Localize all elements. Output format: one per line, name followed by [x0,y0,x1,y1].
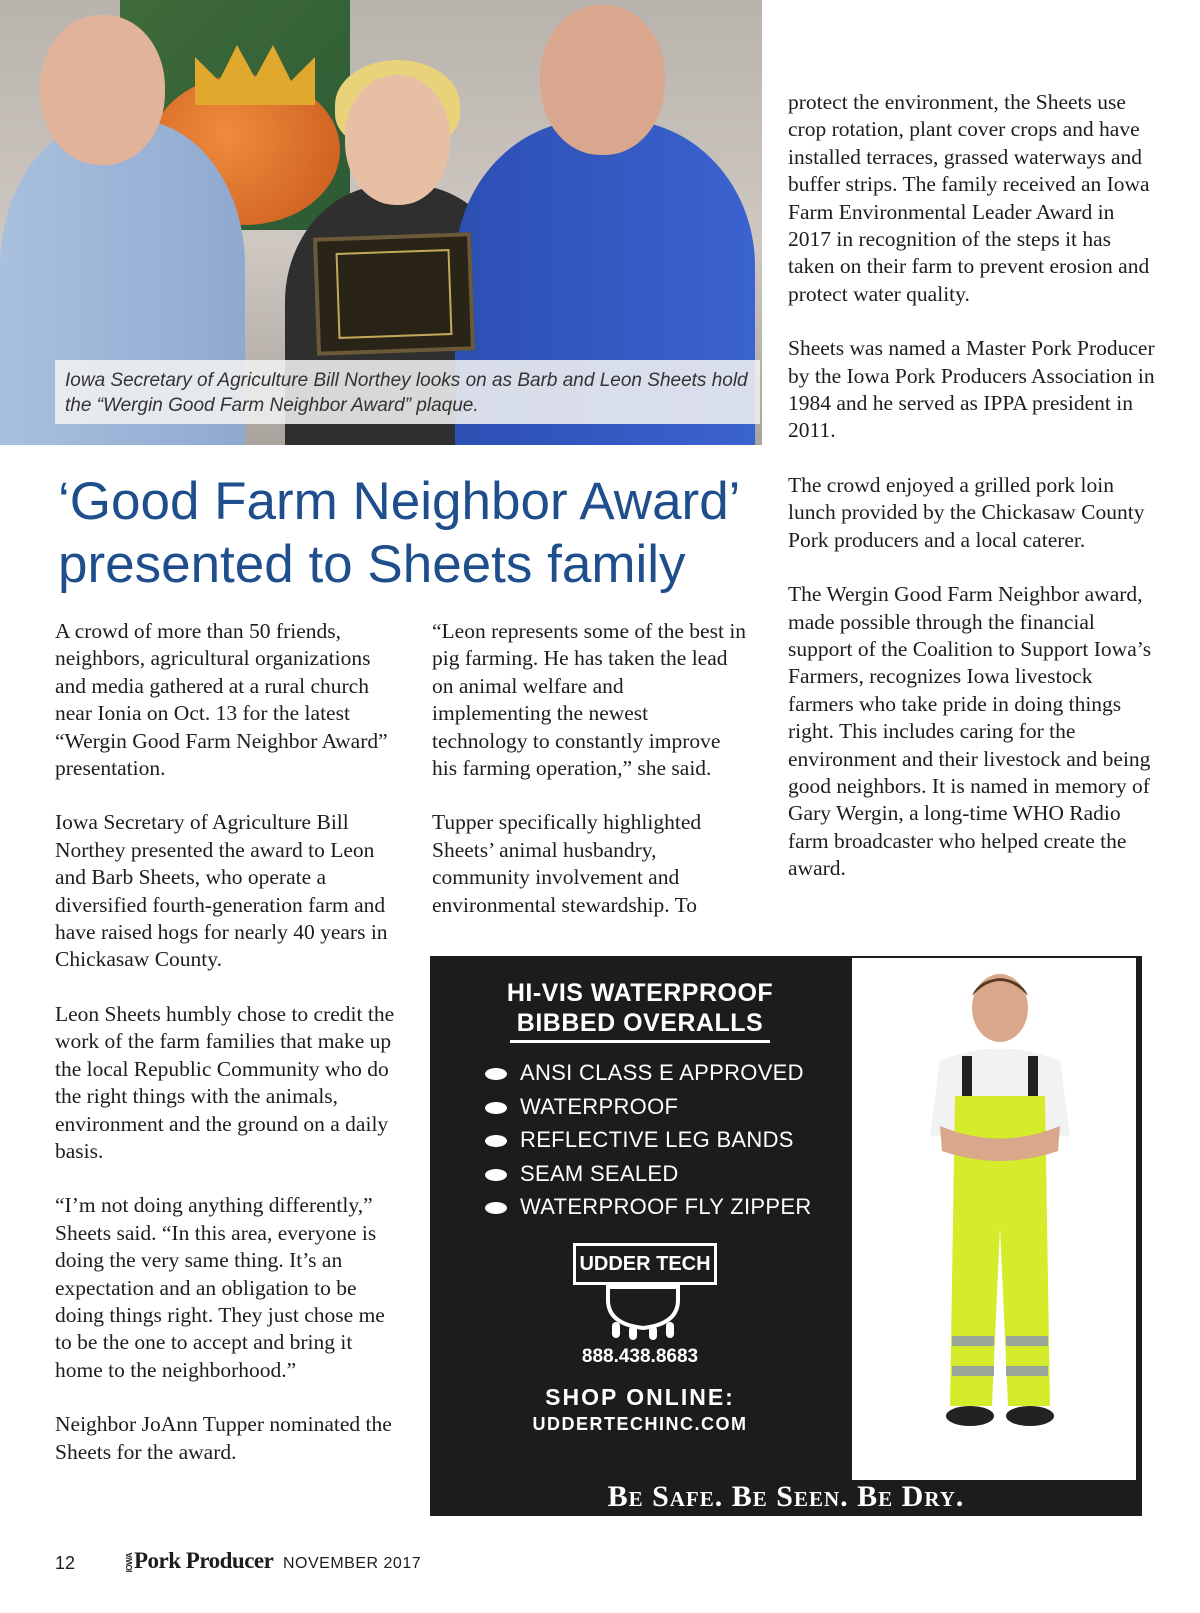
ad-feature-item [485,1190,812,1224]
model-wearing-overalls [900,966,1100,1466]
paragraph: The Wergin Good Farm Neighbor award, made possible through the financial support of the Coalition to Support Iowa’s Farmers, recognizes Iowa livestock farmers who take pride in doing things right. This includes caring for the environment and their livestock and being good neighbors. It is named in memory of Gary Wergin, a long-time WHO Radio farm broadcaster who helped create the award. [788,582,1152,881]
issue-date: NOVEMBER 2017 [283,1555,422,1572]
brand-logo: UDDER TECH [573,1243,717,1285]
udder-icon [598,1282,688,1342]
article-headline: ‘Good Farm Neighbor Award’ presented to Sheets family [58,472,739,594]
page-footer [55,1548,755,1578]
article-column-2 [432,618,747,946]
ad-feature-item [485,1056,812,1090]
ad-feature-label: SEAM SEALED [520,1160,679,1186]
paragraph: protect the environment, the Sheets use crop rotation, plant cover crops and have installed terraces, grassed waterways and buffer strips. The family received an Iowa Farm Environmental Leader Award in 2017 in recognition of the steps it has taken on their farm to prevent erosion and protect water quality. [788,90,1150,306]
ad-feature-item [485,1090,812,1124]
ad-title-line-2: BIBBED OVERALLS [516,1009,764,1037]
paragraph: A crowd of more than 50 friends, neighbors, agricultural organizations and media gathered at a rural church near Ionia on Oct. 13 for the latest “Wergin Good Farm Neighbor Award” presentation. [55,619,388,781]
bullet-icon [485,1135,507,1147]
advertisement [430,956,1142,1516]
magazine-name: Pork Producer [134,1548,274,1573]
page-number: 12 [55,1553,76,1573]
ad-title [490,978,790,1038]
person-right-head [540,5,665,155]
ad-tagline: Be Safe. Be Seen. Be Dry. [607,1480,965,1513]
paragraph: Neighbor JoAnn Tupper nominated the Sheets for the award. [55,1412,392,1464]
award-plaque [313,232,475,355]
paragraph: Leon Sheets humbly chose to credit the work of the farm families that make up the local Republic Community who do the right things with the animals, environment and the ground on a daily basis. [55,1001,395,1163]
ad-feature-label: WATERPROOF FLY ZIPPER [520,1194,812,1219]
paragraph: Tupper specifically highlighted Sheets’ animal husbandry, community involvement and environmental stewardship. To [432,810,702,917]
paragraph: “I’m not doing anything differently,” Sheets said. “In this area, everyone is doing the very same thing. It’s an expectation and an obligation to be doing things right. They just chose me to be the one to accept and bring it home to the neighborhood.” [55,1193,385,1382]
ad-website-link[interactable]: UDDERTECHINC.COM [532,1414,748,1434]
paragraph: “Leon represents some of the best in pig farming. He has taken the lead on animal welfare and implementing the newest technology to constantly improve his farming operation,” she said. [432,619,747,781]
paragraph: Sheets was named a Master Pork Producer by the Iowa Pork Producers Association in 1984 and he served as IPPA president in 2011. [788,336,1155,443]
ad-feature-item [485,1123,812,1157]
bullet-icon [485,1169,507,1181]
ad-title-underline [510,1040,770,1043]
ad-feature-label: ANSI CLASS E APPROVED [520,1060,804,1085]
magazine-logo [125,1548,273,1574]
photo-caption: Iowa Secretary of Agriculture Bill Northey looks on as Barb and Leon Sheets hold the “Wergin Good Farm Neighbor Award” plaque. [65,370,748,416]
article-photo [0,0,762,445]
ad-feature-item [485,1157,812,1191]
ad-feature-list [485,1056,812,1224]
article-column-1 [55,618,405,1493]
magazine-prefix: IOWA [125,1553,134,1573]
ad-feature-label: WATERPROOF [520,1093,679,1119]
person-center-head [345,75,450,205]
person-left-head [40,15,165,165]
ad-feature-label: REFLECTIVE LEG BANDS [520,1127,794,1152]
photo-caption-box [55,360,760,424]
bullet-icon [485,1068,507,1080]
paragraph: The crowd enjoyed a grilled pork loin lunch provided by the Chickasaw County Pork producers and a local caterer. [788,472,1145,552]
bullet-icon [485,1102,507,1114]
bullet-icon [485,1202,507,1214]
paragraph: Iowa Secretary of Agriculture Bill Northey presented the award to Leon and Barb Sheets, who operate a diversified fourth-generation farm and have raised hogs for nearly 40 years in Chickasaw County. [55,810,388,972]
article-column-3 [788,89,1158,910]
ad-shop-label: SHOP ONLINE: [545,1384,735,1410]
ad-title-line-1: HI-VIS WATERPROOF [506,979,774,1007]
ad-phone-number: 888.438.8683 [581,1346,699,1367]
